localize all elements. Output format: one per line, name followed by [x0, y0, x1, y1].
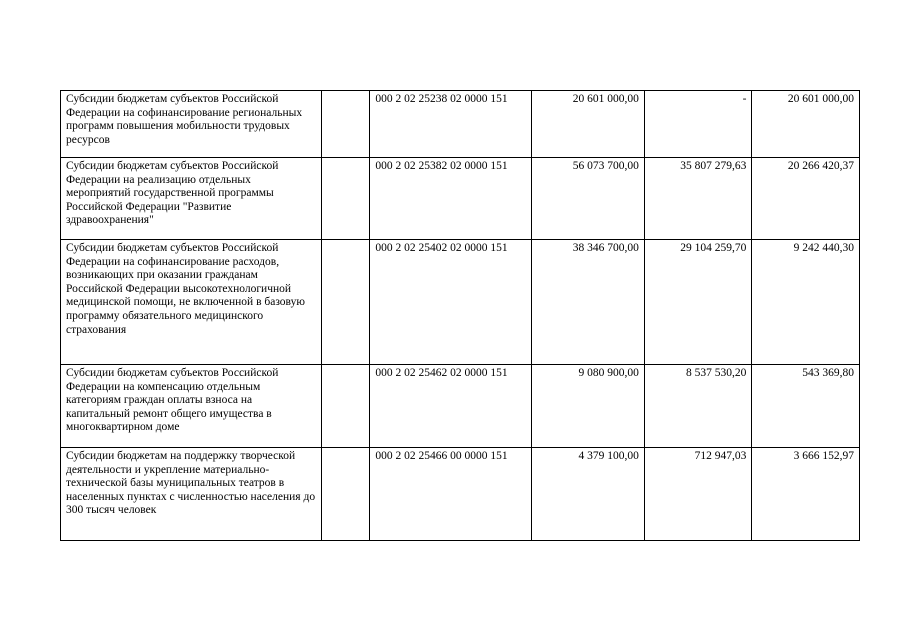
- table-row: [61, 158, 860, 240]
- row-plan: 9 080 900,00: [532, 365, 645, 448]
- empty-cell: [322, 448, 370, 541]
- table-row: [61, 240, 860, 365]
- budget-table: [60, 90, 860, 541]
- row-remainder: 20 266 420,37: [752, 158, 860, 240]
- row-plan: 56 073 700,00: [532, 158, 645, 240]
- row-name: Субсидии бюджетам субъектов Российской Федерации на компенсацию отдельным категориям граждан оплаты взноса на капитальный ремонт общего имущества в многоквартирном доме: [61, 365, 322, 448]
- row-name: Субсидии бюджетам субъектов Российской Федерации на софинансирование расходов, возникающих при оказании гражданам Российской Федерации высокотехнологичной медицинской помощи, не включенной в базовую программу обязательного медицинского страхования: [61, 240, 322, 365]
- row-remainder: 20 601 000,00: [752, 91, 860, 158]
- empty-cell: [322, 91, 370, 158]
- empty-cell: [322, 365, 370, 448]
- row-executed: 35 807 279,63: [644, 158, 752, 240]
- row-code: 000 2 02 25462 02 0000 151: [370, 365, 532, 448]
- table-row: [61, 91, 860, 158]
- row-remainder: 543 369,80: [752, 365, 860, 448]
- row-remainder: 9 242 440,30: [752, 240, 860, 365]
- row-code: 000 2 02 25238 02 0000 151: [370, 91, 532, 158]
- row-executed: -: [644, 91, 752, 158]
- empty-cell: [322, 240, 370, 365]
- row-name: Субсидии бюджетам на поддержку творческой деятельности и укрепление материально-технической базы муниципальных театров в населенных пунктах с численностью населения до 300 тысяч человек: [61, 448, 322, 541]
- table-row: [61, 365, 860, 448]
- row-plan: 20 601 000,00: [532, 91, 645, 158]
- row-executed: 8 537 530,20: [644, 365, 752, 448]
- row-plan: 4 379 100,00: [532, 448, 645, 541]
- row-code: 000 2 02 25466 00 0000 151: [370, 448, 532, 541]
- row-executed: 29 104 259,70: [644, 240, 752, 365]
- row-executed: 712 947,03: [644, 448, 752, 541]
- row-code: 000 2 02 25382 02 0000 151: [370, 158, 532, 240]
- empty-cell: [322, 158, 370, 240]
- row-code: 000 2 02 25402 02 0000 151: [370, 240, 532, 365]
- row-plan: 38 346 700,00: [532, 240, 645, 365]
- row-remainder: 3 666 152,97: [752, 448, 860, 541]
- table-row: [61, 448, 860, 541]
- row-name: Субсидии бюджетам субъектов Российской Федерации на реализацию отдельных мероприятий государственной программы Российской Федерации "Развитие здравоохранения": [61, 158, 322, 240]
- row-name: Субсидии бюджетам субъектов Российской Федерации на софинансирование региональных программ повышения мобильности трудовых ресурсов: [61, 91, 322, 158]
